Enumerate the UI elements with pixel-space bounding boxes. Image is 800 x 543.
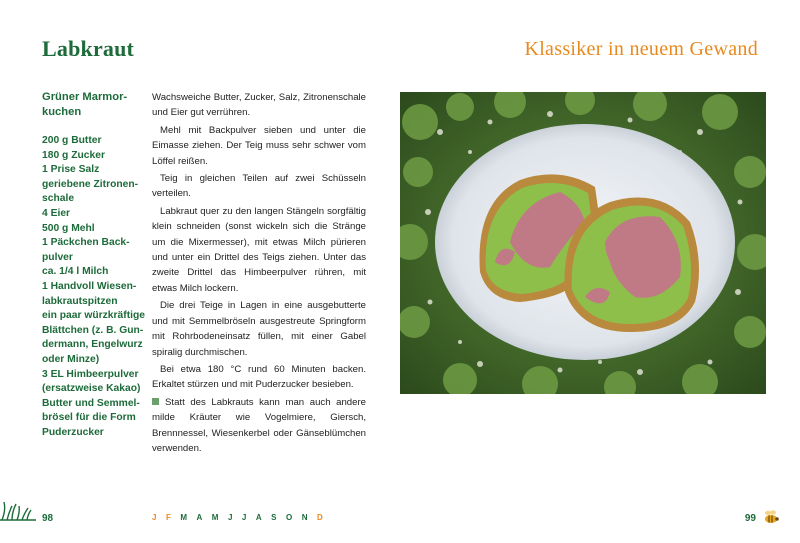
- page-title-left: Labkraut: [42, 36, 135, 61]
- instruction-paragraph: Mehl mit Backpulver sieben und unter die Eimasse ziehen. Der Teig muss sehr schwer vom Löffel reißen.: [152, 124, 366, 167]
- ingredient-line: 180 g Zucker: [42, 149, 105, 161]
- recipe-title-line: kuchen: [42, 106, 82, 118]
- ingredient-line: geriebene Zitronen-: [42, 178, 139, 190]
- ingredient-line: 1 Handvoll Wiesen-: [42, 280, 137, 292]
- ingredient-line: (ersatzweise Kakao): [42, 383, 141, 395]
- instruction-paragraph: Die drei Teige in Lagen in eine ausgebutterte und mit Semmelbröseln ausgestreute Springform mit Rohrbodeneinsatz füllen, mit einer Gabel spiralig durchmischen.: [152, 300, 366, 358]
- recipe-title: [42, 90, 142, 120]
- month-letter: M: [180, 513, 188, 522]
- month-letter: A: [255, 513, 262, 522]
- month-letter: J: [152, 513, 157, 522]
- month-letter: J: [241, 513, 247, 522]
- tip-square-icon: [152, 398, 159, 405]
- month-letter: D: [317, 513, 323, 522]
- ingredient-line: 200 g Butter: [42, 135, 102, 146]
- ingredient-line: 1 Päckchen Back-: [42, 237, 130, 249]
- ingredient-line: 1 Prise Salz: [42, 164, 100, 176]
- month-letter: N: [301, 513, 308, 522]
- grass-icon: [0, 500, 36, 522]
- month-letter: J: [227, 513, 233, 522]
- ingredient-line: Blättchen (z. B. Gun-: [42, 324, 144, 336]
- month-letter: S: [271, 513, 277, 522]
- page-number-right: 99: [744, 513, 756, 524]
- month-letter: F: [165, 513, 171, 522]
- page-title-right: Klassiker in neuem Gewand: [524, 38, 758, 60]
- month-letter: A: [196, 513, 203, 522]
- tip-text: Statt des Labkrauts kann man auch andere milde Kräuter wie Vogelmiere, Giersch, Brennnessel, Wiesenkerbel oder Gänseblümchen verwenden.: [152, 396, 366, 454]
- instructions: [152, 90, 366, 458]
- ingredient-list: [42, 90, 145, 440]
- ingredient-line: pulver: [42, 251, 73, 263]
- ingredient-line: ca. 1/4 l Milch: [42, 266, 109, 278]
- ingredient-line: oder Minze): [42, 353, 100, 365]
- instruction-paragraph: Labkraut quer zu den langen Stängeln sorgfältig klein schneiden (sonst wickeln sich die Stränge um die Mixermesser), mit etwas Milch pürieren und unter ein Drittel des Teigs ziehen. Unter das zweite Drittel das Himbeerpulver rühren, mit etwas Milch lockern.: [152, 205, 366, 294]
- ingredient-line: ein paar würzkräftige: [42, 310, 145, 322]
- cake-photo-illustration: [400, 92, 766, 394]
- ingredient-line: brösel für die Form: [42, 412, 136, 424]
- ingredient-line: Puderzucker: [42, 426, 104, 438]
- ingredient-line: schale: [42, 193, 75, 205]
- recipe-title-line: Grüner Marmor-: [42, 91, 128, 103]
- page-number-left: 98: [42, 513, 54, 524]
- ingredient-line: Butter und Semmel-: [42, 397, 140, 409]
- cake-photo: [400, 92, 766, 394]
- ingredient-line: labkrautspitzen: [42, 295, 118, 307]
- instruction-paragraph: Bei etwa 180 °C rund 60 Minuten backen. Erkaltet stürzen und mit Puderzucker besieben.: [152, 363, 366, 391]
- instruction-paragraph: Teig in gleichen Teilen auf zwei Schüsseln verteilen.: [152, 173, 366, 200]
- ingredient-line: 500 g Mehl: [42, 222, 95, 234]
- ingredient-line: 4 Eier: [42, 207, 71, 219]
- month-letter: M: [211, 513, 219, 522]
- bee-icon: [761, 508, 781, 526]
- ingredient-line: 3 EL Himbeerpulver: [42, 368, 139, 380]
- ingredient-line: dermann, Engelwurz: [42, 339, 143, 351]
- month-strip: [152, 513, 323, 522]
- instruction-paragraph: Wachsweiche Butter, Zucker, Salz, Zitronenschale und Eier gut verrühren.: [152, 92, 366, 119]
- tip-paragraph: [152, 395, 366, 457]
- month-letter: O: [286, 513, 293, 522]
